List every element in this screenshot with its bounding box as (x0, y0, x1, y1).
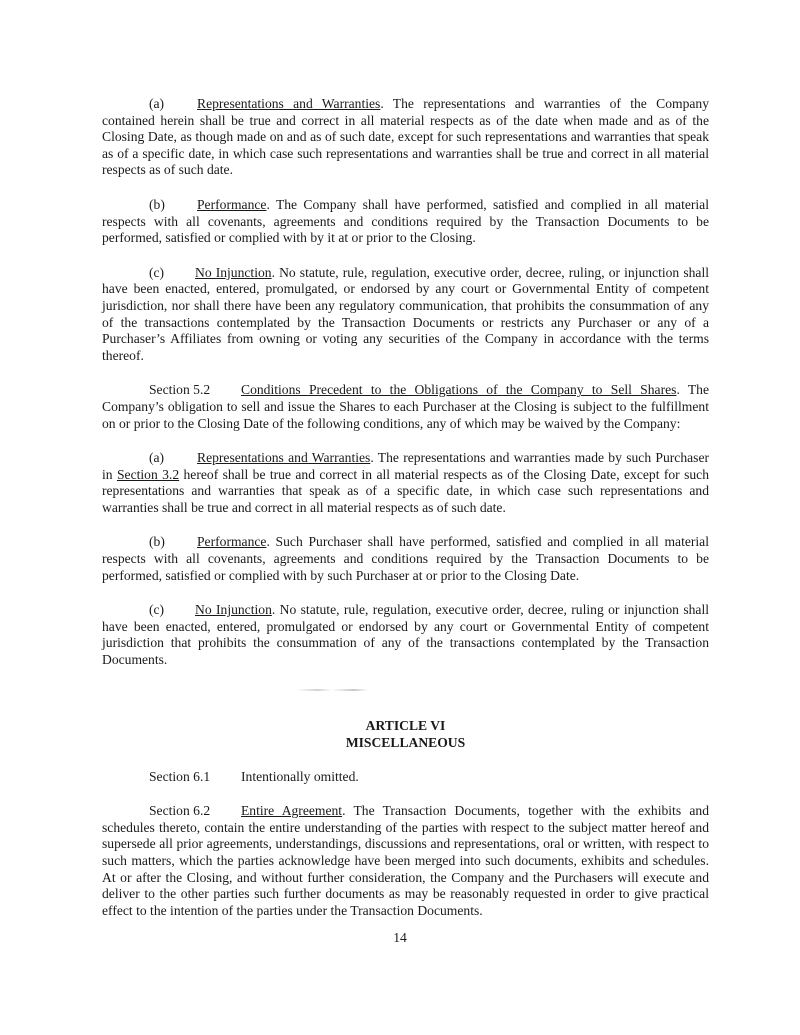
section-number: Section 6.1 (149, 768, 211, 784)
clause-heading: No Injunction (195, 264, 272, 280)
clause-label: (a) (149, 96, 165, 111)
clause-text: . No statute, rule, regulation, executive order, decree, ruling, or injunction shall have been enacted, entered, promulgated, or endorsed by any court or Governmental Entity of competent jurisdiction, nor shall there have been any regulatory communication, that prohibits the consummation of any of the transactions contemplated by the Transaction Documents or restricts any Purchaser or any of a Purchaser’s Affiliates from owning or voting any securities of the Company in accordance with the terms thereof. (102, 264, 709, 363)
section-reference: Section 3.2 (116, 466, 180, 482)
clause-text: hereof shall be true and correct in all material respects as of the Closing Date, except for such representations and warranties that speak as of a specific date, in which case such representations and warranties shall be true and correct in all material respects as of such date. (102, 466, 709, 515)
clause-text: . The representations and warranties of the Company contained herein shall be true and correct in all material respects as of the date when made and as of the Closing Date, as though made on and as of such date, except for such representations and warranties that speak as of a specific date, in which case such representations and warranties shall be true and correct in all material respects as of such date. (102, 96, 709, 178)
clause-label: (c) (149, 602, 165, 618)
clause-heading: No Injunction (195, 602, 272, 618)
section-6-2 (102, 803, 709, 919)
clause-heading: Performance (197, 534, 267, 550)
clause-5-2-c (102, 602, 709, 668)
section-heading: Conditions Precedent to the Obligations of the Company to Sell Shares (241, 382, 677, 398)
clause-heading: Performance (197, 196, 267, 212)
clause-label: (c) (149, 264, 165, 280)
clause-text: . The Company shall have performed, satisfied and complied in all material respects with all covenants, agreements and conditions required by the Transaction Documents to be performed, satisfied or complied with by it at or prior to the Closing. (102, 196, 709, 246)
section-text: . The Transaction Documents, together with the exhibits and schedules thereto, contain the entire understanding of the parties with respect to the subject matter hereof and supersede all prior agreements, understandings, discussions and representations, oral or written, with respect to such matters, which the parties acknowledge have been merged into such documents, exhibits and schedules. At or after the Closing, and without further consideration, the Company and the Purchasers will execute and deliver to the other parties such further documents as may be reasonably requested in order to give practical effect to the intention of the parties under the Transaction Documents. (102, 803, 709, 918)
section-text: Intentionally omitted. (241, 768, 359, 784)
clause-5-2-b (102, 534, 709, 584)
clause-5-2-a (102, 450, 709, 516)
section-number: Section 5.2 (149, 382, 211, 398)
page-number: 14 (393, 930, 407, 945)
document-body (102, 96, 709, 937)
article-heading (102, 717, 709, 751)
section-6-1 (102, 769, 709, 786)
article-subtitle: MISCELLANEOUS (345, 734, 466, 750)
clause-5-1-c (102, 265, 709, 365)
section-number: Section 6.2 (149, 803, 211, 819)
clause-text: . Such Purchaser shall have performed, satisfied and complied in all material respects with all covenants, agreements and conditions required by the Transaction Documents to be performed, satisfied or complied with by such Purchaser at or prior to the Closing Date. (102, 534, 709, 583)
clause-heading: Representations and Warranties (197, 96, 381, 111)
clause-text: . The representations and warranties made by such Purchaser in (102, 450, 709, 482)
clause-5-1-b (102, 197, 709, 247)
section-5-2 (102, 382, 709, 432)
scan-smudge (296, 689, 368, 691)
clause-5-1-a (102, 96, 709, 179)
clause-heading: Representations and Warranties (197, 450, 371, 466)
clause-label: (b) (149, 534, 165, 550)
clause-label: (b) (149, 196, 165, 212)
section-text: . The Company’s obligation to sell and issue the Shares to each Purchaser at the Closing is subject to the fulfillment on or prior to the Closing Date of the following conditions, any of which may be waived by the Company: (102, 382, 710, 431)
article-title: ARTICLE VI (365, 717, 446, 733)
clause-text: . No statute, rule, regulation, executive order, decree, ruling or injunction shall have been enacted, entered, promulgated or endorsed by any court or Governmental Entity of competent jurisdiction that prohibits the consummation of any of the transactions contemplated by the Transaction Documents. (102, 602, 710, 668)
section-heading: Entire Agreement (241, 803, 343, 819)
clause-label: (a) (149, 450, 165, 466)
